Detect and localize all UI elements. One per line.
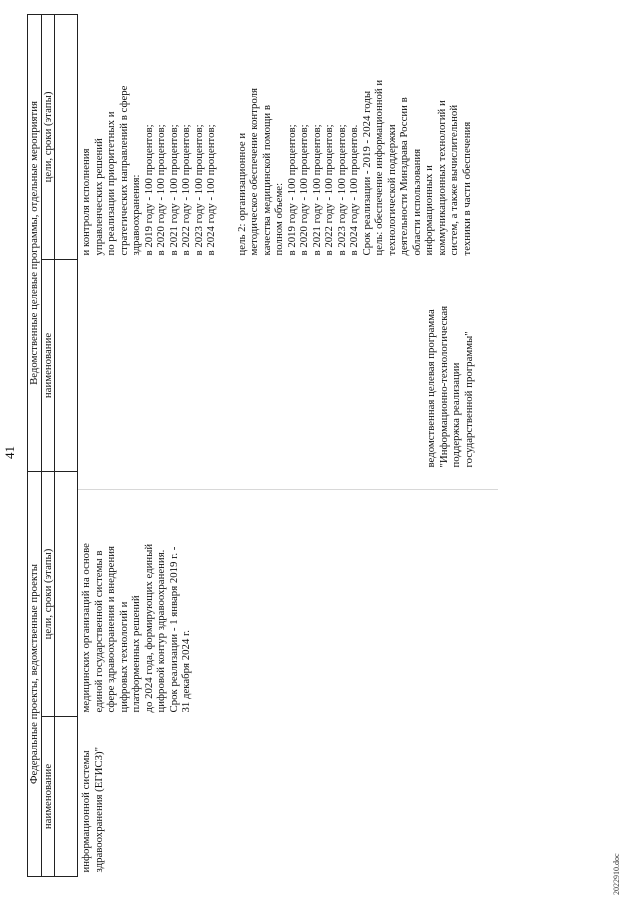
cell-project-name	[78, 717, 476, 877]
text-line: по реализации приоритетных и	[105, 111, 117, 256]
text-line: в 2023 году - 100 процентов;	[335, 124, 348, 256]
text-line: технологической поддержки	[385, 124, 398, 256]
text-line: единой государственной системы в	[92, 550, 105, 713]
text-line: цель 2: организационное и	[235, 132, 248, 256]
text-line: техники в части обеспечения	[460, 121, 473, 256]
text-line: в 2020 году - 100 процентов;	[155, 124, 167, 256]
header-group-federal-projects: Федеральные проекты, ведомственные проекты	[28, 471, 42, 876]
text-line: до 2024 года, формирующих единый	[142, 543, 155, 713]
text-line: здравоохранения:	[130, 174, 142, 256]
cell-program-name	[78, 259, 476, 471]
text-line: в 2021 году - 100 процентов;	[167, 124, 180, 256]
programs-table	[27, 14, 475, 877]
text-line: области использования	[410, 148, 423, 256]
text-line: информационных и	[423, 165, 435, 256]
text-line: качества медицинской помощи в	[260, 105, 273, 256]
text-line: Срок реализации - 2019 - 2024 годы	[360, 90, 373, 256]
text-line: в 2019 году - 100 процентов;	[142, 124, 155, 256]
text-line: государственной программы"	[462, 331, 475, 468]
text-line: информационной системы	[80, 750, 92, 873]
cell-program-goals	[78, 14, 476, 259]
page-number: 41	[2, 446, 17, 459]
col-header-name-1: наименование	[41, 717, 55, 877]
text-line: ведомственная целевая программа	[425, 309, 437, 468]
text-line: стратегических направлений в сфере	[117, 85, 130, 256]
text-line: методическое обеспечение контроля	[248, 88, 260, 256]
text-line: Срок реализации - 1 января 2019 г. -	[167, 546, 180, 713]
col-header-goals-1: цели, сроки (этапы)	[41, 471, 55, 716]
text-line: и контроля исполнения	[80, 148, 92, 256]
text-line: деятельности Минздрава России в	[398, 97, 410, 256]
text-line: цифровой контур здравоохранения.	[155, 549, 167, 713]
text-line: коммуникационных технологий и	[435, 100, 448, 256]
text-line: "Информационно-технологическая	[437, 305, 450, 468]
text-line: поддержка реализации	[450, 362, 462, 468]
text-line: в 2019 году - 100 процентов;	[285, 124, 298, 256]
text-line: 31 декабря 2024 г.	[180, 630, 192, 713]
text-line: цель: обеспечение информационной и	[373, 79, 385, 256]
col-header-name-2: наименование	[41, 259, 55, 471]
text-line: здравоохранения (ЕГИСЗ)"	[92, 746, 105, 873]
text-line: систем, а также вычислительной	[448, 104, 460, 256]
text-line: сфере здравоохранения и внедрения	[105, 546, 117, 713]
cell-project-goals	[78, 471, 476, 716]
file-name: 2022910.doc	[612, 853, 621, 895]
text-line: в 2023 году - 100 процентов;	[192, 124, 205, 256]
header-group-departmental-programs: Ведомственные целевые программы, отдельные мероприятия	[28, 14, 42, 471]
text-line: платформенных решений	[130, 595, 142, 713]
text-line: в 2024 году - 100 процентов.	[348, 124, 360, 256]
scan-artifact-line	[78, 489, 498, 490]
text-line: в 2020 году - 100 процентов;	[298, 124, 310, 256]
text-line: полном объеме:	[273, 182, 285, 256]
text-line: цифровых технологий и	[117, 601, 130, 713]
text-line: управленческих решений	[92, 138, 105, 256]
text-line: в 2022 году - 100 процентов;	[180, 124, 192, 256]
text-line: в 2022 году - 100 процентов;	[323, 124, 335, 256]
text-line: в 2021 году - 100 процентов;	[310, 124, 323, 256]
text-line: в 2024 году - 100 процентов;	[205, 124, 217, 256]
text-line: медицинских организаций на основе	[80, 543, 92, 713]
col-header-goals-2: цели, сроки (этапы)	[41, 14, 55, 259]
